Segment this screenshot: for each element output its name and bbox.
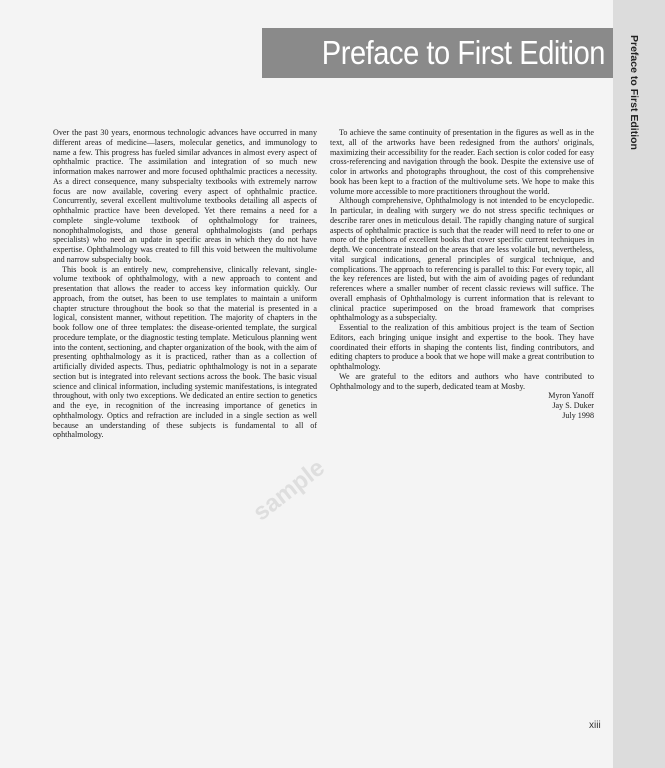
left-column [53,128,317,440]
signature-author: Myron Yanoff [548,391,594,401]
paragraph: This book is an entirely new, comprehensive, clinically relevant, single-volume textbook of ophthalmology, with a new approach to content and presentation that allows the reader to access key information quickly. Our approach, from the outset, has been to use templates to maintain a uniform chapter structure throughout the book so that the material is presented in a logical, consistent manner, without repetition. The majority of chapters in the book follow one of three templates: the disease-oriented template, the surgical procedure template, or the diagnostic testing template. Meticulous planning went into the content, sectioning, and chapter organization of the book, with the aim of presenting ophthalmology as it is practiced, rather than as a collection of artificially divided aspects. Thus, pediatric ophthalmology is not in a separate section but is integrated into relevant sections across the book. The basic visual science and clinical information, including systemic manifestations, is integrated throughout, with only two exceptions. We dedicated an entire section to genetics and the eye, in recognition of the increasing importance of genetics in ophthalmology. Optics and refraction are included in a single section as well because an understanding of these subjects is fundamental to all of ophthalmology. [53,264,317,440]
signature-author: Jay S. Duker [552,401,594,410]
signature-block [330,391,594,420]
paragraph: To achieve the same continuity of presentation in the figures as well as in the text, all of the artworks have been redesigned from the authors' originals, maximizing their accessibility for the reader. Each section is color coded for easy cross-referencing and navigation through the book. Despite the extensive use of color in artworks and photographs throughout, the cost of this comprehensive book has been kept to a fraction of the multivolume sets. We hope to make this volume more accessible to more practitioners throughout the world. [330,128,594,196]
paragraph: We are grateful to the editors and authors who have contributed to Ophthalmology and to the superb, dedicated team at Mosby. [330,371,594,391]
side-tab-label [620,35,640,175]
paragraph: Essential to the realization of this ambitious project is the team of Section Editors, each bringing unique insight and expertise to the book. They have coordinated their efforts in shaping the contents list, finding contributors, and editing chapters to produce a book that we hope will make a great contribution to ophthalmology. [330,323,594,371]
paragraph: Over the past 30 years, enormous technologic advances have occurred in many different areas of medicine—lasers, molecular genetics, and immunology to name a few. This progress has fueled similar advances in almost every aspect of ophthalmic practice. The assimilation and integration of so much new information makes narrower and more focused ophthalmic practices a necessity. As a direct consequence, many subspecialty textbooks with extremely narrow focus are now available, covering every aspect of ophthalmic practice. Concurrently, several excellent multivolume textbooks detailing all aspects of ophthalmic practice have been developed. Yet there remains a need for a complete single-volume textbook of ophthalmology for trainees, nonophthalmologists, and those general ophthalmologists (and perhaps specialists) who need an update in specific areas in which they do not have expertise. Ophthalmology was created to fill this void between the multivolume and narrow subspecialty book. [53,128,317,264]
page-title: Preface to First Edition [321,34,605,71]
right-column [330,128,594,421]
side-tab-text: Preface to First Edition [628,35,640,150]
paragraph: Although comprehensive, Ophthalmology is not intended to be encyclopedic. In particular, in dealing with surgery we do not stress specific techniques or describe rarer ones in meticulous detail. The rapidly changing nature of surgical aspects of ophthalmic practice is such that the reader will need to refer to one or more of the plethora of excellent books that cover specific current techniques in depth. We concentrate instead on the areas that are less volatile but, nevertheless, vital surgical indications, general principles of surgical technique, and complications. The approach to referencing is parallel to this: For every topic, all the key references are listed, but with the aim of avoiding pages of redundant references where a smaller number of recent classic reviews will suffice. The overall emphasis of Ophthalmology is current information that is relevant to clinical practice superimposed on the broad framework that comprises ophthalmology as a subspecialty. [330,196,594,323]
signature-date: July 1998 [562,410,594,420]
page-number: xiii [589,720,601,731]
watermark: sample [248,454,330,527]
